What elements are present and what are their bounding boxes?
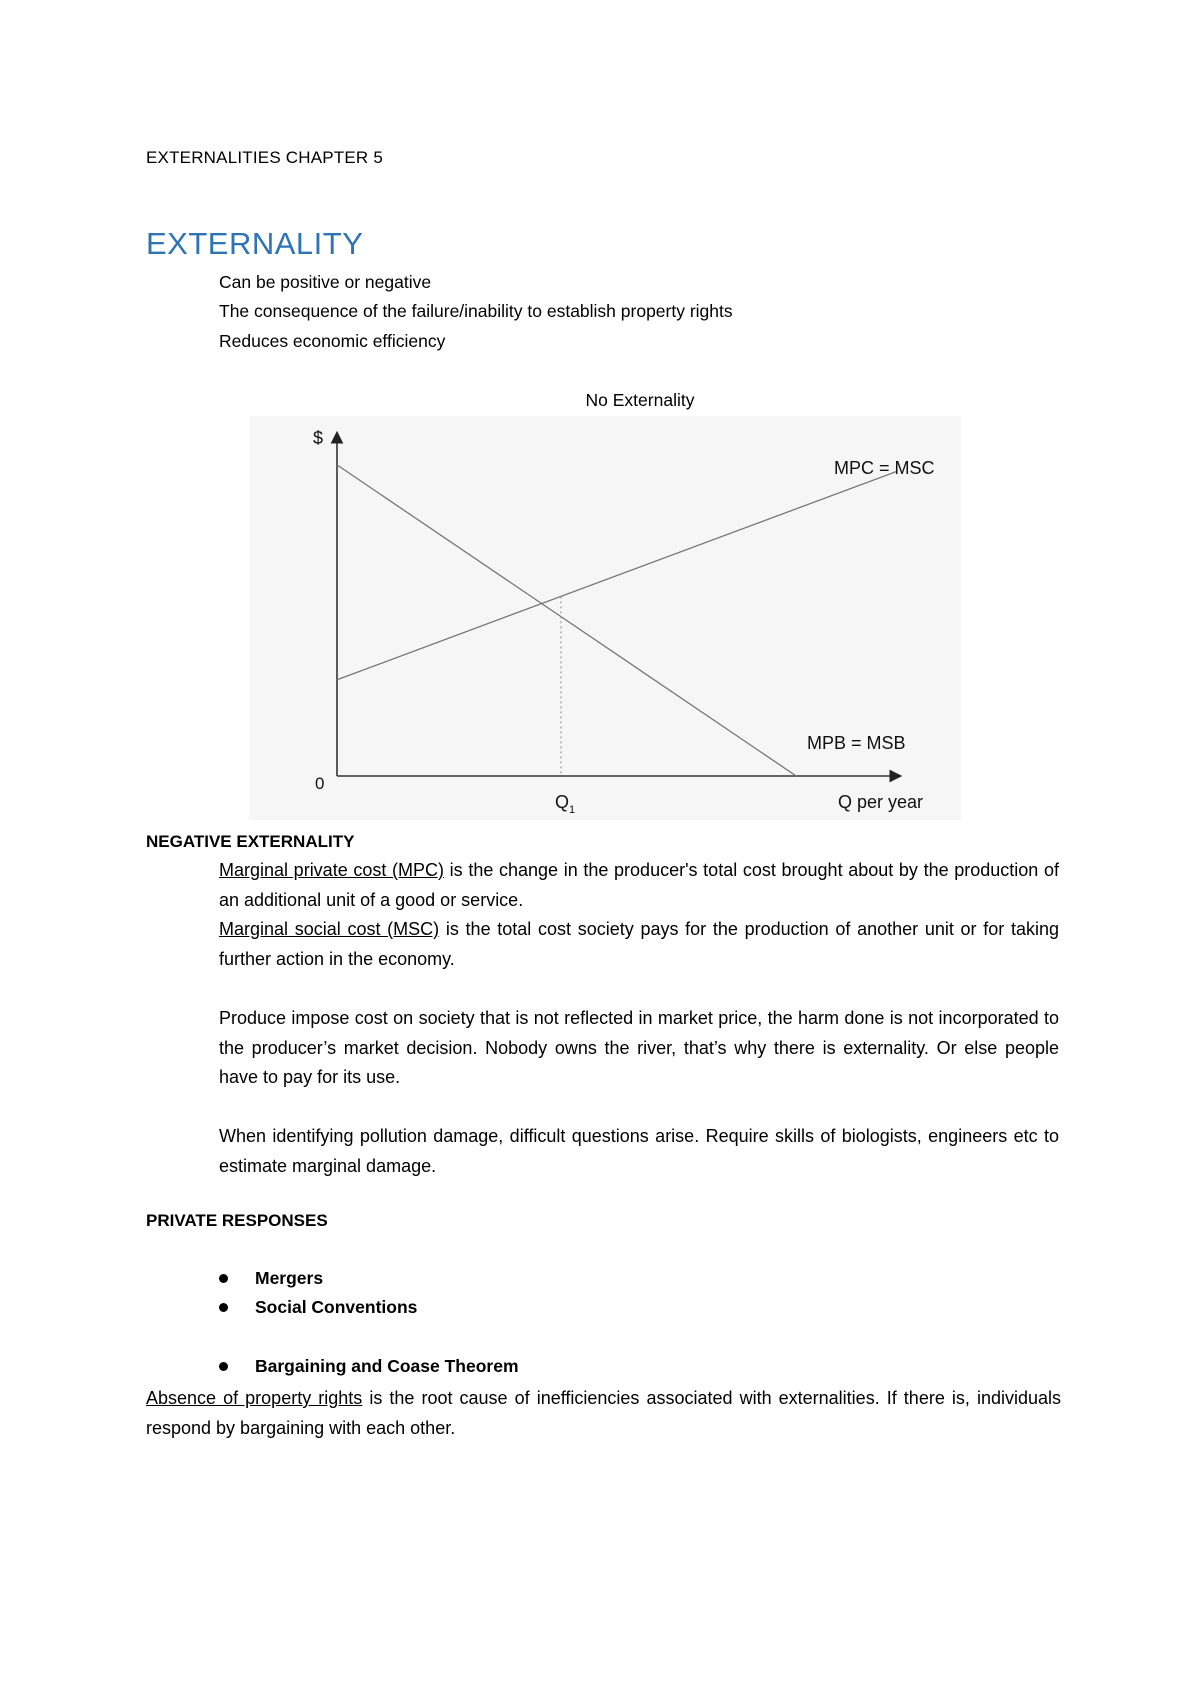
- intro-line-1: Can be positive or negative: [219, 272, 432, 292]
- mpc-text: is the change in the producer's total cost brought about by the production of an additional unit of a good or service.: [219, 860, 1059, 910]
- negative-externality-heading: NEGATIVE EXTERNALITY: [146, 832, 355, 851]
- msc-definition: [219, 915, 1059, 974]
- mpc-term: Marginal private cost (MPC): [219, 860, 445, 880]
- negative-paragraph-3: When identifying pollution damage, difficult questions arise. Require skills of biologists, engineers etc to estimate marginal damage.: [219, 1126, 1059, 1176]
- bullet-icon: [219, 1303, 228, 1312]
- origin-label: 0: [315, 774, 325, 793]
- private-responses-heading: PRIVATE RESPONSES: [146, 1211, 328, 1230]
- y-axis-label: $: [313, 428, 324, 448]
- bullet-icon: [219, 1274, 228, 1283]
- absence-of-property-rights: [146, 1384, 1061, 1443]
- bullet-text: Social Conventions: [255, 1297, 418, 1317]
- intro-line-2: The consequence of the failure/inability to establish property rights: [219, 301, 733, 321]
- chart-caption: No Externality: [585, 390, 695, 410]
- bullet-text: Mergers: [255, 1268, 324, 1288]
- series-label-mpb-msb: MPB = MSB: [807, 733, 906, 753]
- msc-term: Marginal social cost (MSC): [219, 919, 440, 939]
- x-axis-label: Q per year: [838, 792, 924, 812]
- q1-sub: 1: [569, 804, 576, 816]
- page-title: EXTERNALITY: [146, 226, 364, 261]
- negative-paragraph-2: Produce impose cost on society that is not reflected in market price, the harm done is not incorporated to the producer’s market decision. Nobody owns the river, that’s why there is externality. Or else people have to pay for its use.: [219, 1008, 1059, 1087]
- no-externality-chart: [249, 416, 961, 820]
- msc-text: is the total cost society pays for the production of another unit or for taking further action in the economy.: [219, 919, 1059, 969]
- document-header: EXTERNALITIES CHAPTER 5: [146, 148, 383, 167]
- bullet-icon: [219, 1362, 228, 1371]
- q1-main: Q: [555, 792, 570, 812]
- bullet-text: Bargaining and Coase Theorem: [255, 1356, 519, 1376]
- series-label-mpc-msc: MPC = MSC: [834, 458, 935, 478]
- absence-text: is the root cause of inefficiencies associated with externalities. If there is, individuals respond by bargaining with each other.: [146, 1388, 1061, 1438]
- absence-term: Absence of property rights: [146, 1388, 363, 1408]
- mpc-definition: [219, 856, 1059, 915]
- intro-line-3: Reduces economic efficiency: [219, 331, 446, 351]
